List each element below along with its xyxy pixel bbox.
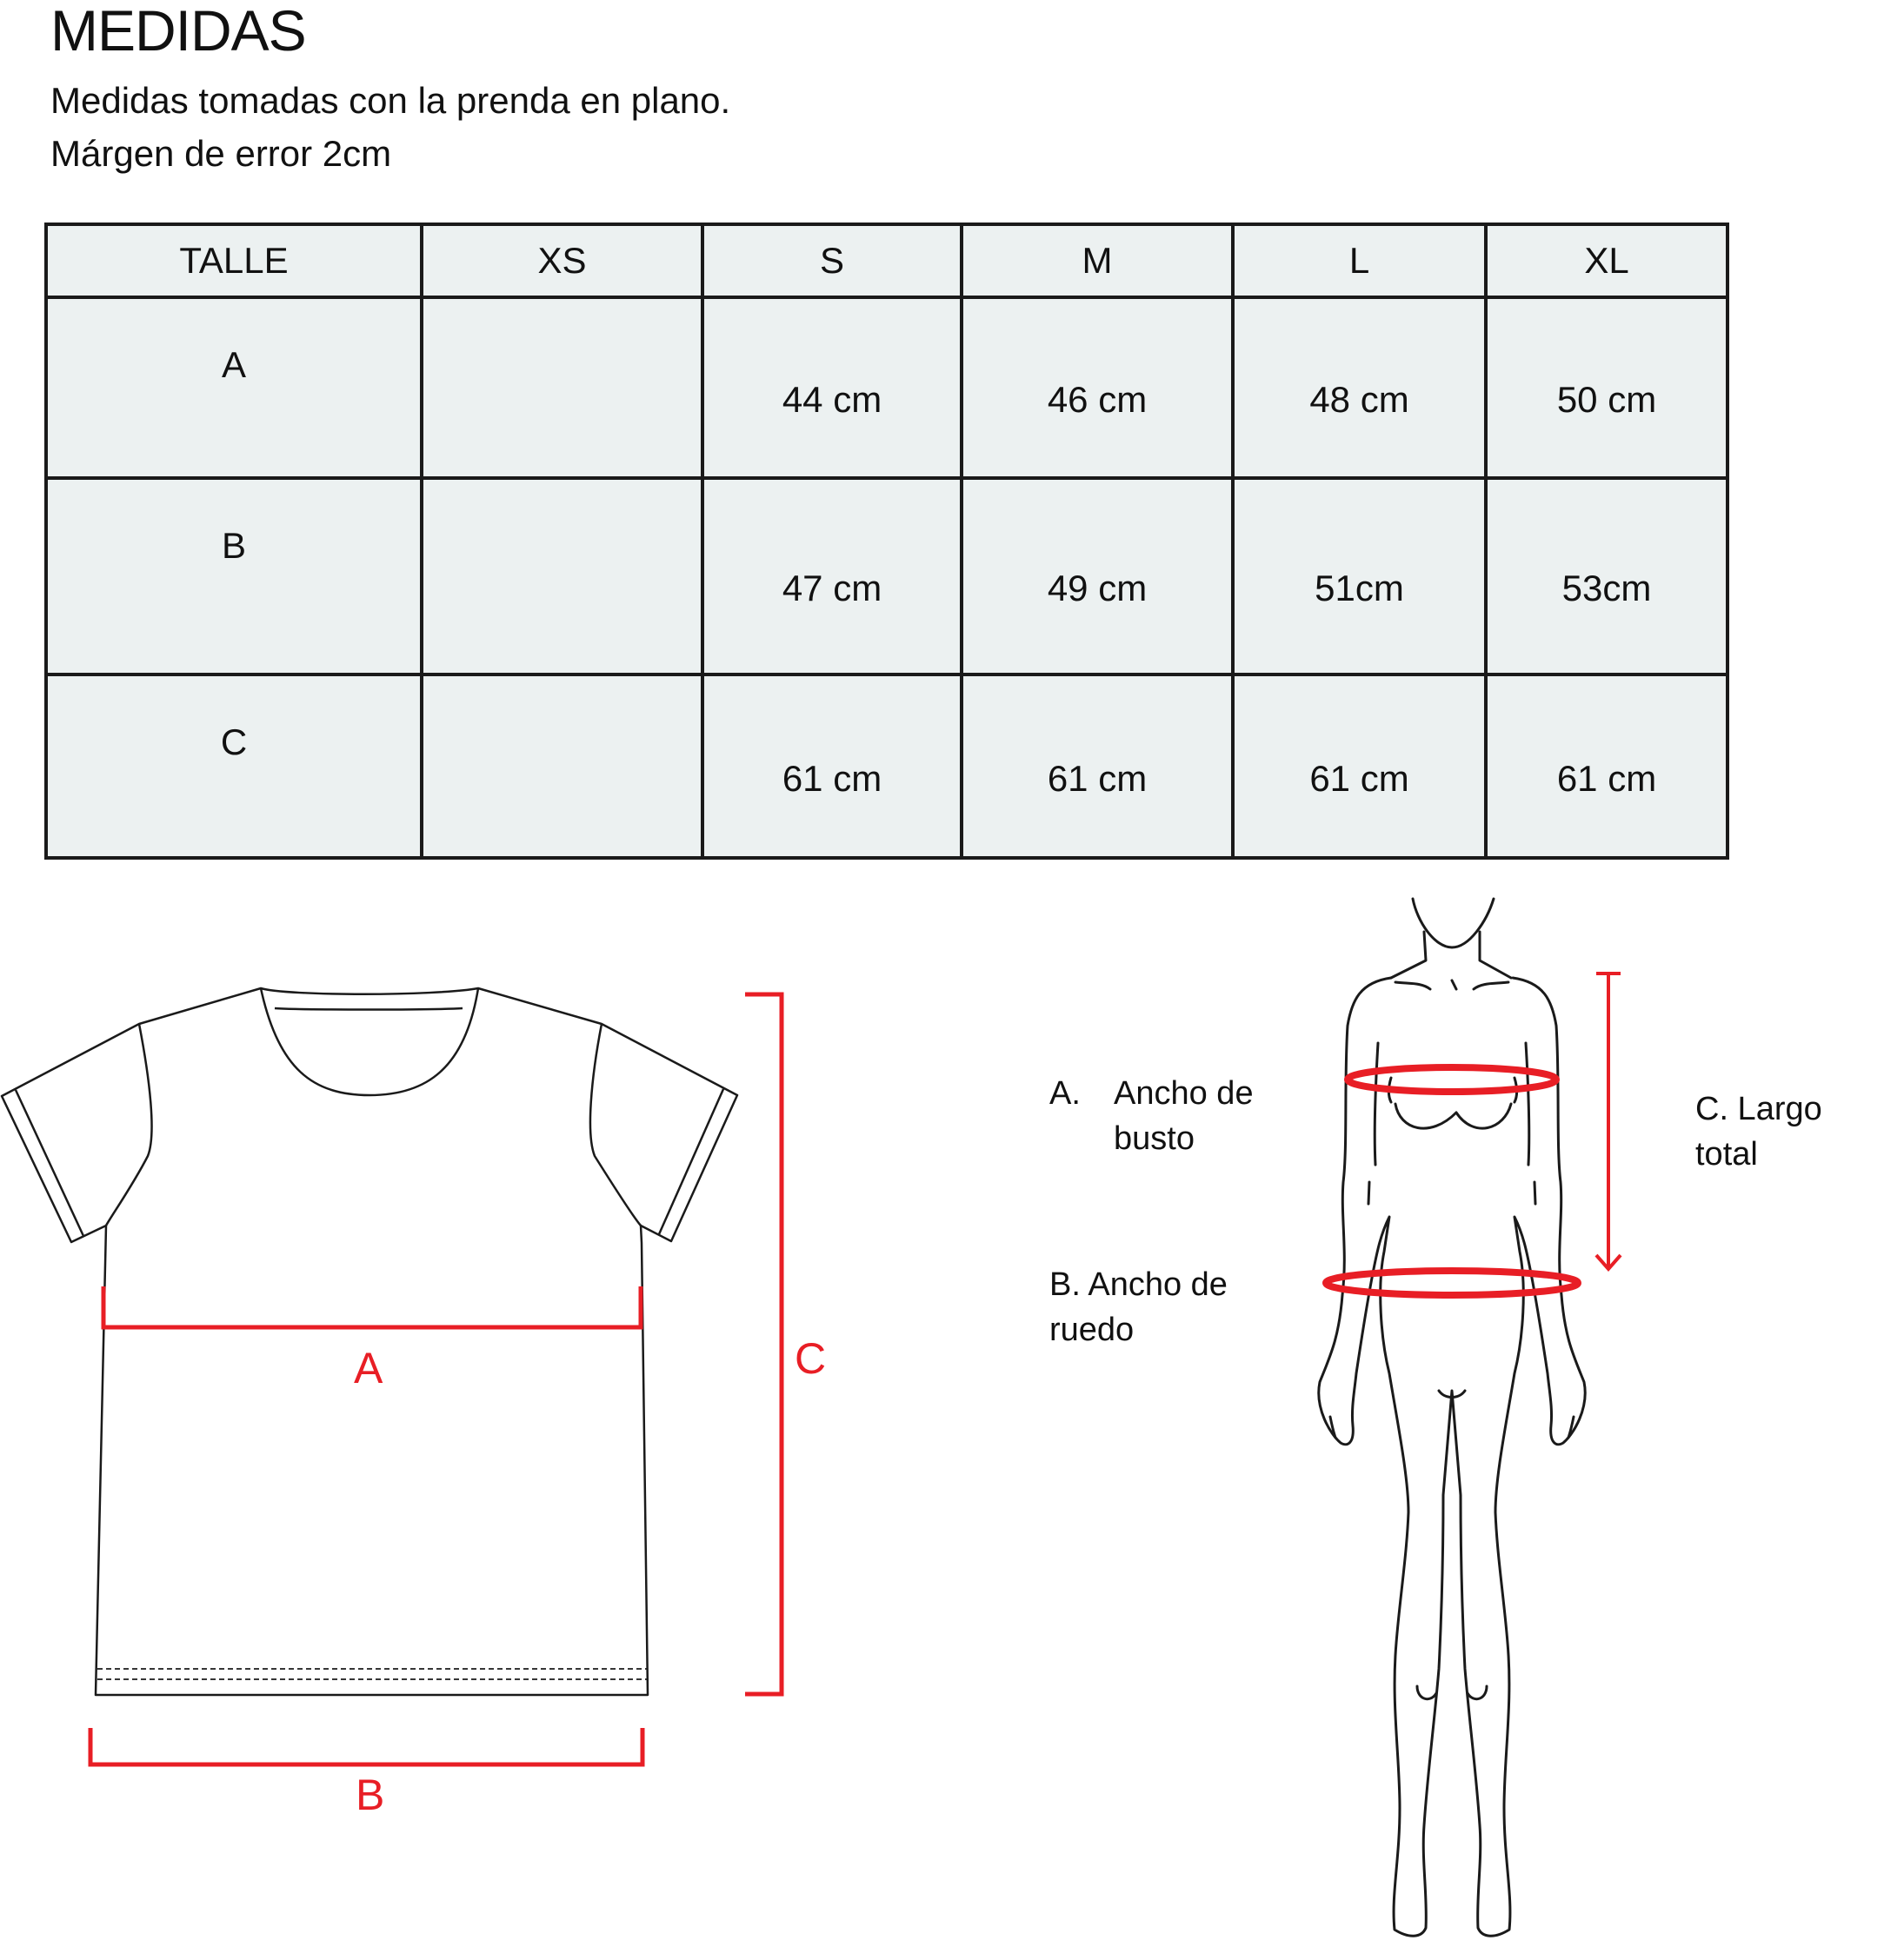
- legend-b-line2: ruedo: [1049, 1312, 1135, 1348]
- cell-a-m: 46 cm: [962, 297, 1233, 478]
- subtitle-line-1: Medidas tomadas con la prenda en plano.: [50, 80, 731, 121]
- cell-a-xl: 50 cm: [1486, 297, 1728, 478]
- header-size-xs: XS: [422, 224, 702, 297]
- cell-c-xs: [422, 674, 702, 858]
- table-row-a: [46, 297, 1728, 478]
- measure-a-bracket: [103, 1286, 641, 1327]
- length-arrow: [1596, 974, 1621, 1269]
- cell-a-xs: [422, 297, 702, 478]
- measure-c-bracket: [745, 994, 782, 1694]
- label-a: A: [354, 1344, 383, 1392]
- legend-a-line2: busto: [1114, 1120, 1195, 1157]
- page-title: MEDIDAS: [50, 0, 306, 63]
- header-talle: TALLE: [46, 224, 422, 297]
- cell-b-m: 49 cm: [962, 478, 1233, 674]
- label-c: C: [795, 1334, 827, 1383]
- cell-b-xl: 53cm: [1486, 478, 1728, 674]
- header-size-s: S: [702, 224, 962, 297]
- legend-a-line1: Ancho de: [1114, 1075, 1254, 1112]
- cell-a-s: 44 cm: [702, 297, 962, 478]
- size-table: [44, 223, 1729, 860]
- cell-c-xl: 61 cm: [1486, 674, 1728, 858]
- legend-a: [1049, 1071, 1254, 1161]
- cell-b-s: 47 cm: [702, 478, 962, 674]
- header-size-xl: XL: [1486, 224, 1728, 297]
- label-b: B: [356, 1771, 385, 1819]
- tshirt-diagram: [0, 974, 782, 1756]
- legend-c-line2: total: [1695, 1136, 1758, 1173]
- row-label-a: A: [46, 297, 422, 478]
- cell-a-l: 48 cm: [1233, 297, 1486, 478]
- legend-b-line1: B. Ancho de: [1049, 1266, 1228, 1303]
- cell-c-l: 61 cm: [1233, 674, 1486, 858]
- bust-ring: [1348, 1067, 1556, 1092]
- size-table-header-row: [46, 224, 1728, 297]
- header-size-l: L: [1233, 224, 1486, 297]
- measure-b-bracket: [90, 1728, 642, 1764]
- cell-b-xs: [422, 478, 702, 674]
- row-label-b: B: [46, 478, 422, 674]
- legend-b: [1049, 1262, 1228, 1352]
- table-row-c: [46, 674, 1728, 858]
- body-diagram: [1278, 887, 1643, 1947]
- row-label-c: C: [46, 674, 422, 858]
- subtitle-line-2: Márgen de error 2cm: [50, 133, 392, 174]
- legend-a-key: A.: [1049, 1075, 1081, 1112]
- body-outline: [1319, 978, 1585, 1936]
- legend-c-line1: C. Largo: [1695, 1091, 1822, 1127]
- table-row-b: [46, 478, 1728, 674]
- cell-b-l: 51cm: [1233, 478, 1486, 674]
- tshirt-neckline: [261, 988, 478, 1095]
- cell-c-s: 61 cm: [702, 674, 962, 858]
- legend-c: [1695, 1086, 1822, 1177]
- cell-c-m: 61 cm: [962, 674, 1233, 858]
- hem-ring: [1326, 1271, 1578, 1295]
- header-size-m: M: [962, 224, 1233, 297]
